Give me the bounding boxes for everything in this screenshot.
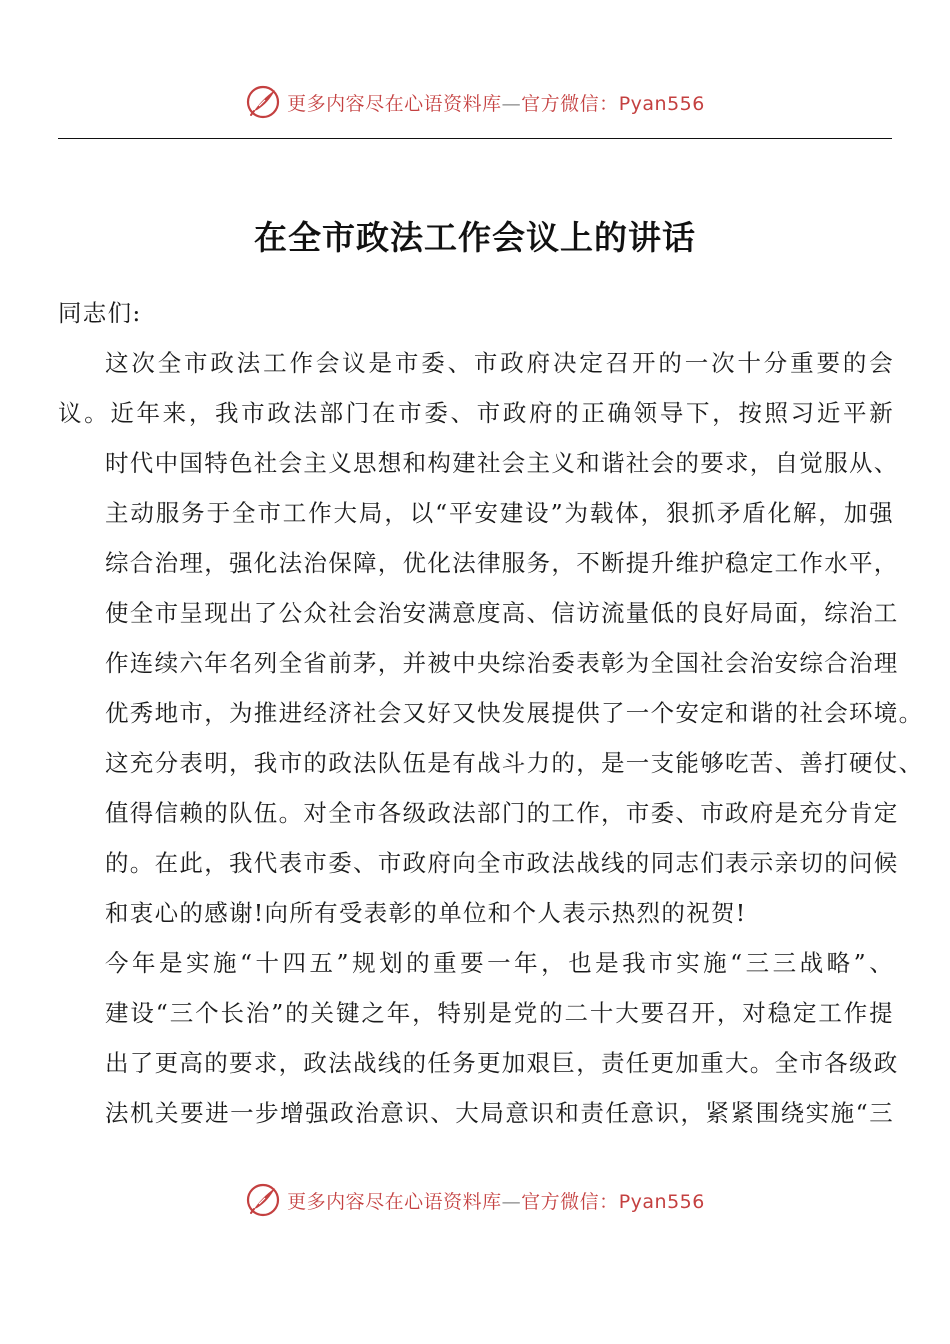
paragraph-line: 出了更高的要求，政法战线的任务更加艰巨，责任更加重大。全市各级政 [105,1049,899,1077]
paragraph-line: 的。在此，我代表市委、市政府向全市政法战线的同志们表示亲切的问候 [105,849,899,877]
document-title: 在全市政法工作会议上的讲话 [254,218,696,257]
watermark-wechat-label: 官方微信： [521,92,619,115]
paragraph-line: 这充分表明，我市的政法队伍是有战斗力的，是一支能够吃苦、善打硬仗、 [105,749,924,777]
paragraph-line: 和衷心的感谢!向所有受表彰的单位和个人表示热烈的祝贺! [105,899,747,927]
paragraph-line: 议。近年来，我市政法部门在市委、市政府的正确领导下，按照习近平新 [58,399,894,427]
paragraph-line: 使全市呈现出了公众社会治安满意度高、信访流量低的良好局面，综治工 [105,599,899,627]
paragraph-line: 作连续六年名列全省前茅，并被中央综治委表彰为全国社会治安综合治理 [105,649,899,677]
watermark-dash: — [501,92,522,115]
paragraph-line: 主动服务于全市工作大局，以“平安建设”为载体，狠抓矛盾化解，加强 [105,499,894,527]
footer-watermark [0,1180,950,1220]
watermark-text [287,89,705,116]
document-body [58,288,924,1138]
quill-pen-logo-icon [245,1182,281,1218]
paragraph-line: 建设“三个长治”的关键之年，特别是党的二十大要召开，对稳定工作提 [105,999,894,1027]
watermark-text [287,1187,705,1214]
header-watermark [0,82,950,122]
paragraph-line: 法机关要进一步增强政治意识、大局意识和责任意识，紧紧围绕实施“三 [105,1099,894,1127]
paragraph-line: 时代中国特色社会主义思想和构建社会主义和谐社会的要求，自觉服从、 [105,449,899,477]
salutation: 同志们: [58,299,142,327]
watermark-wechat-label: 官方微信： [521,1190,619,1213]
paragraph-line: 这次全市政法工作会议是市委、市政府决定召开的一次十分重要的会 [105,349,894,377]
paragraph-line: 优秀地市，为推进经济社会又好又快发展提供了一个安定和谐的社会环境。 [105,699,924,727]
watermark-wechat-id: Pyan556 [618,1190,705,1213]
paragraph-line: 综合治理，强化法治保障，优化法律服务，不断提升维护稳定工作水平， [105,549,899,577]
watermark-dash: — [501,1190,522,1213]
quill-pen-logo-icon [245,84,281,120]
watermark-wechat-id: Pyan556 [618,92,705,115]
header-divider [58,138,892,139]
paragraph-line: 今年是实施“十四五”规划的重要一年，也是我市实施“三三战略”、 [105,949,894,977]
paragraph-2 [58,938,899,1138]
paragraph-1 [58,338,924,938]
watermark-library-name: 更多内容尽在心语资料库 [287,1190,502,1213]
watermark-library-name: 更多内容尽在心语资料库 [287,92,502,115]
paragraph-line: 值得信赖的队伍。对全市各级政法部门的工作，市委、市政府是充分肯定 [105,799,899,827]
